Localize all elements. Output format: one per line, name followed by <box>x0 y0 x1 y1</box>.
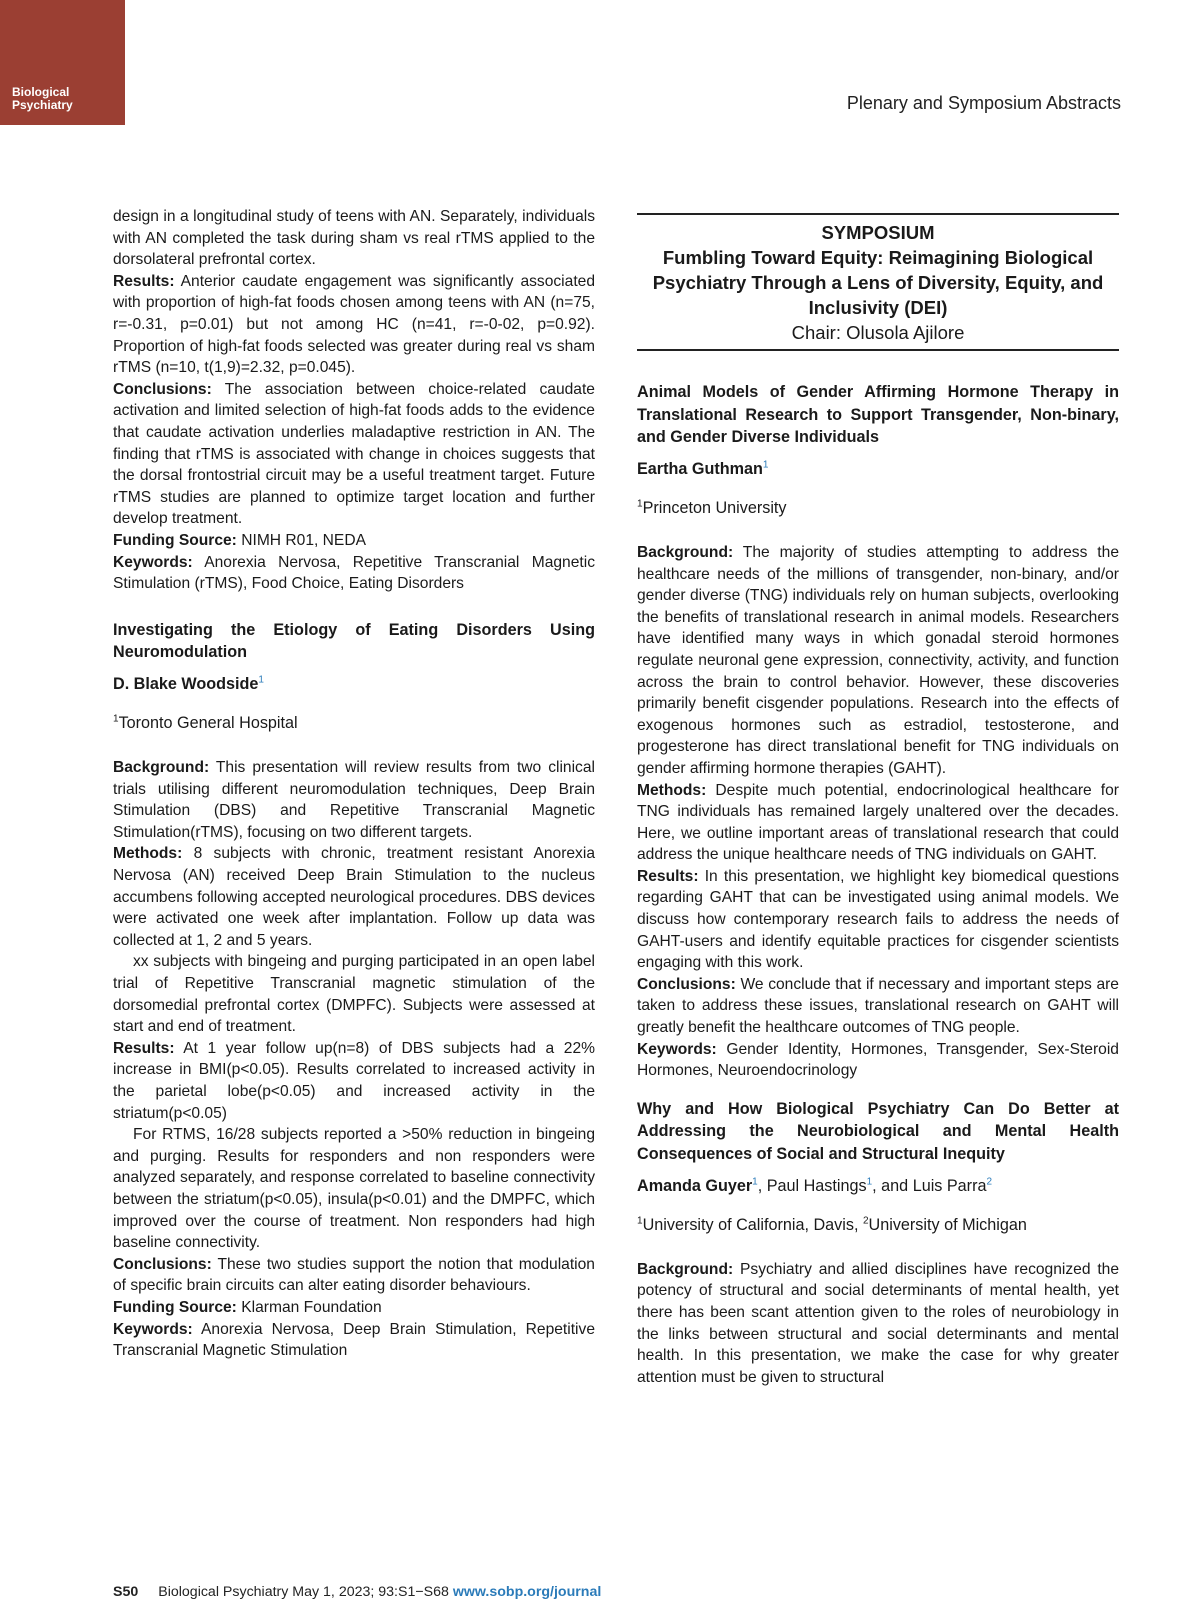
methods-label: Methods: <box>113 845 183 863</box>
a3-methods <box>637 780 1119 866</box>
left-column <box>113 206 595 1362</box>
conclusions-label: Conclusions: <box>113 380 212 398</box>
right-column <box>637 206 1119 1388</box>
results-label: Results: <box>113 1039 175 1057</box>
a2-title: Investigating the Etiology of Eating Disorders Using Neuromodulation <box>113 620 595 662</box>
keywords-label: Keywords: <box>113 553 193 571</box>
a2-methods <box>113 843 595 951</box>
conclusions-text: The association between choice-related caudate activation and limited selection of high-fat foods adds to the evidence that caudate activation underlies maladaptive restriction in AN. The finding that rTMS is associated with change in choices suggests that the dorsal frontostrial circuit may be a useful treatment target. Future rTMS studies are planned to optimize target location and further develop treatment. <box>113 380 595 528</box>
journal-badge-line1: Biological <box>12 85 70 99</box>
results-text: Anterior caudate engagement was significantly associated with proportion of high-fat foods chosen among teens with AN (n=75, r=-0.31, p=0.01) but not among HC (n=41, r=-0-02, p=0.92). Proportion of high-fat foods selected was greater during real vs sham rTMS (n=10, t(1,9)=2.32, p=0.045). <box>113 272 595 377</box>
results-label: Results: <box>113 272 175 290</box>
methods-text: Despite much potential, endocrinological healthcare for TNG individuals has remained largely unaltered over the decades. Here, we outline important areas of translational research that could address the unique healthcare needs of TNG individuals on GAHT. <box>637 781 1119 864</box>
funding-label: Funding Source: <box>113 531 237 549</box>
conclusions-label: Conclusions: <box>637 975 736 993</box>
a2-background <box>113 757 595 843</box>
aff-2-sup: 2 <box>862 1215 869 1227</box>
affiliation-text: Toronto General Hospital <box>118 714 298 733</box>
a3-keywords <box>637 1039 1119 1082</box>
funding-text: Klarman Foundation <box>241 1298 382 1316</box>
a3-results <box>637 866 1119 974</box>
symposium-box <box>637 213 1119 351</box>
a4-background <box>637 1259 1119 1389</box>
author-3-name: Luis Parra <box>912 1176 987 1195</box>
a1-conclusions <box>113 379 595 530</box>
funding-label: Funding Source: <box>113 1298 237 1316</box>
a4-authors <box>637 1176 1119 1198</box>
aff-sup: 1 <box>637 498 643 510</box>
methods-label: Methods: <box>637 781 707 799</box>
a3-background <box>637 542 1119 780</box>
background-text: Psychiatry and allied disciplines have recognized the potency of structural and social determinants of mental health, yet there has been scant attention given to the roles of neurobiology in the links between structural and social determinants and mental health. In this presentation, we make the case for why greater attention must be given to structural <box>637 1260 1119 1386</box>
journal-badge-line2: Psychiatry <box>12 98 73 112</box>
a2-methods-2: xx subjects with bingeing and purging participated in an open label trial of Repetitive Transcranial magnetic stimulation of the dorsomedial prefrontal cortex (DMPFC). Subjects were assessed at start and end of treatment. <box>113 953 595 1036</box>
affiliation-1: University of California, Davis, <box>642 1216 863 1235</box>
a2-funding <box>113 1297 595 1319</box>
author-sup[interactable]: 1 <box>762 459 769 471</box>
author-3-sup[interactable]: 2 <box>986 1176 993 1188</box>
background-label: Background: <box>637 1260 734 1278</box>
author-name: Eartha Guthman <box>637 459 763 478</box>
a3-conclusions <box>637 974 1119 1039</box>
page-number: S50 <box>113 1584 139 1600</box>
journal-badge-text <box>12 86 73 112</box>
methods-text: 8 subjects with chronic, treatment resistant Anorexia Nervosa (AN) received Deep Brain Stimulation to the nucleus accumbens following accepted neurological procedures. DBS devices were activated one week after implantation. Follow up data was collected at 1, 2 and 5 years. <box>113 845 595 949</box>
a2-conclusions <box>113 1254 595 1297</box>
a2-keywords <box>113 1319 595 1362</box>
results-text: In this presentation, we highlight key biomedical questions regarding GAHT that can be investigated using animal models. We discuss how contemporary research fails to address the needs of GAHT-users and identify equitable practices for cisgender scientists engaging with this work. <box>637 867 1119 972</box>
background-text: The majority of studies attempting to address the healthcare needs of the millions of transgender, non-binary, and/or gender diverse (TNG) individuals rely on human subjects, overlooking the benefits of translational research in animal models. Researchers have identified many ways in which gonadal steroid hormones regulate neuronal gene expression, connectivity, activity, and function across the brain to control behavior. However, these discoveries primarily benefit cisgender populations. Research into the effects of exogenous hormones such as estradiol, testosterone, and progesterone has direct translational benefit for TNG individuals on gender affirming hormone therapies (GAHT). <box>637 543 1119 777</box>
author-separator-2: , and <box>872 1176 913 1195</box>
a2-results <box>113 1038 595 1124</box>
conclusions-label: Conclusions: <box>113 1255 212 1273</box>
background-text: This presentation will review results from two clinical trials utilising different neuromodulation techniques, Deep Brain Stimulation (DBS) and Repetitive Transcranial Magnetic Stimulation(rTMS), focusing on two different targets. <box>113 759 595 841</box>
a1-keywords <box>113 552 595 595</box>
section-header: Plenary and Symposium Abstracts <box>846 93 1121 113</box>
conclusions-text: We conclude that if necessary and important steps are taken to address these issues, translational research on GAHT will greatly benefit the healthcare outcomes of TNG people. <box>637 975 1119 1037</box>
a2-authors <box>113 674 595 696</box>
author-name: D. Blake Woodside <box>113 674 259 693</box>
affiliation-2: University of Michigan <box>868 1216 1027 1235</box>
a4-title: Why and How Biological Psychiatry Can Do Better at Addressing the Neurobiological and Mental Health Consequences of Social and Structural Inequity <box>637 1099 1119 1163</box>
aff-1-sup: 1 <box>637 1215 643 1227</box>
keywords-text: Gender Identity, Hormones, Transgender, Sex-Steroid Hormones, Neuroendocrinology <box>637 1040 1119 1080</box>
author-2-name: Paul Hastings <box>766 1176 867 1195</box>
keywords-label: Keywords: <box>637 1040 717 1058</box>
a3-authors <box>637 459 1119 481</box>
conclusions-text: These two studies support the notion that modulation of specific brain circuits can alter eating disorder behaviours. <box>113 1255 595 1295</box>
affiliation-text: Princeton University <box>642 499 787 518</box>
keywords-text: Anorexia Nervosa, Repetitive Transcranial Magnetic Stimulation (rTMS), Food Choice, Eating Disorders <box>113 553 595 593</box>
a4-affiliation <box>637 1215 1119 1237</box>
author-separator-1: , <box>757 1176 767 1195</box>
a2-results-2: For RTMS, 16/28 subjects reported a >50% reduction in bingeing and purging. Results for responders and non responders were analyzed separately, and response correlated to baseline connectivity between the striatum(p<0.05), insula(p<0.01) and the DMPFC, which improved over the course of treatment. Non responders had high baseline connectivity. <box>113 1126 595 1252</box>
a2-affiliation <box>113 713 595 735</box>
results-label: Results: <box>637 867 699 885</box>
citation: Biological Psychiatry May 1, 2023; 93:S1−S68 <box>158 1584 449 1600</box>
a3-affiliation <box>637 498 1119 520</box>
background-label: Background: <box>637 543 734 561</box>
a1-results <box>113 271 595 379</box>
a1-funding <box>113 530 595 552</box>
author-2-sup[interactable]: 1 <box>866 1176 873 1188</box>
page-footer <box>113 1584 601 1600</box>
aff-sup: 1 <box>113 714 119 726</box>
funding-text: NIMH R01, NEDA <box>241 531 366 549</box>
symposium-chair: Chair: Olusola Ajilore <box>791 322 965 343</box>
symposium-title: Fumbling Toward Equity: Reimagining Biological Psychiatry Through a Lens of Diversity, Equity, and Inclusivity (DEI) <box>652 247 1104 318</box>
symposium-kind: SYMPOSIUM <box>821 222 935 243</box>
a3-title: Animal Models of Gender Affirming Hormone Therapy in Translational Research to Support Transgender, Non-binary, and Gender Diverse Individuals <box>637 383 1119 447</box>
journal-link[interactable]: www.sobp.org/journal <box>452 1584 602 1600</box>
keywords-label: Keywords: <box>113 1320 193 1338</box>
author-1-sup[interactable]: 1 <box>752 1176 758 1188</box>
journal-badge <box>0 0 125 125</box>
intro-paragraph: design in a longitudinal study of teens with AN. Separately, individuals with AN completed the task during sham vs real rTMS applied to the dorsolateral prefrontal cortex. <box>113 208 595 269</box>
author-1-name: Amanda Guyer <box>637 1176 753 1195</box>
background-label: Background: <box>113 759 210 777</box>
keywords-text: Anorexia Nervosa, Deep Brain Stimulation, Repetitive Transcranial Magnetic Stimulation <box>113 1320 595 1360</box>
author-sup[interactable]: 1 <box>258 674 264 686</box>
results-text: At 1 year follow up(n=8) of DBS subjects had a 22% increase in BMI(p<0.05). Results correlated to increased activity in the parietal lobe(p<0.05) and increased activity in the striatum(p<0.05) <box>113 1039 595 1122</box>
